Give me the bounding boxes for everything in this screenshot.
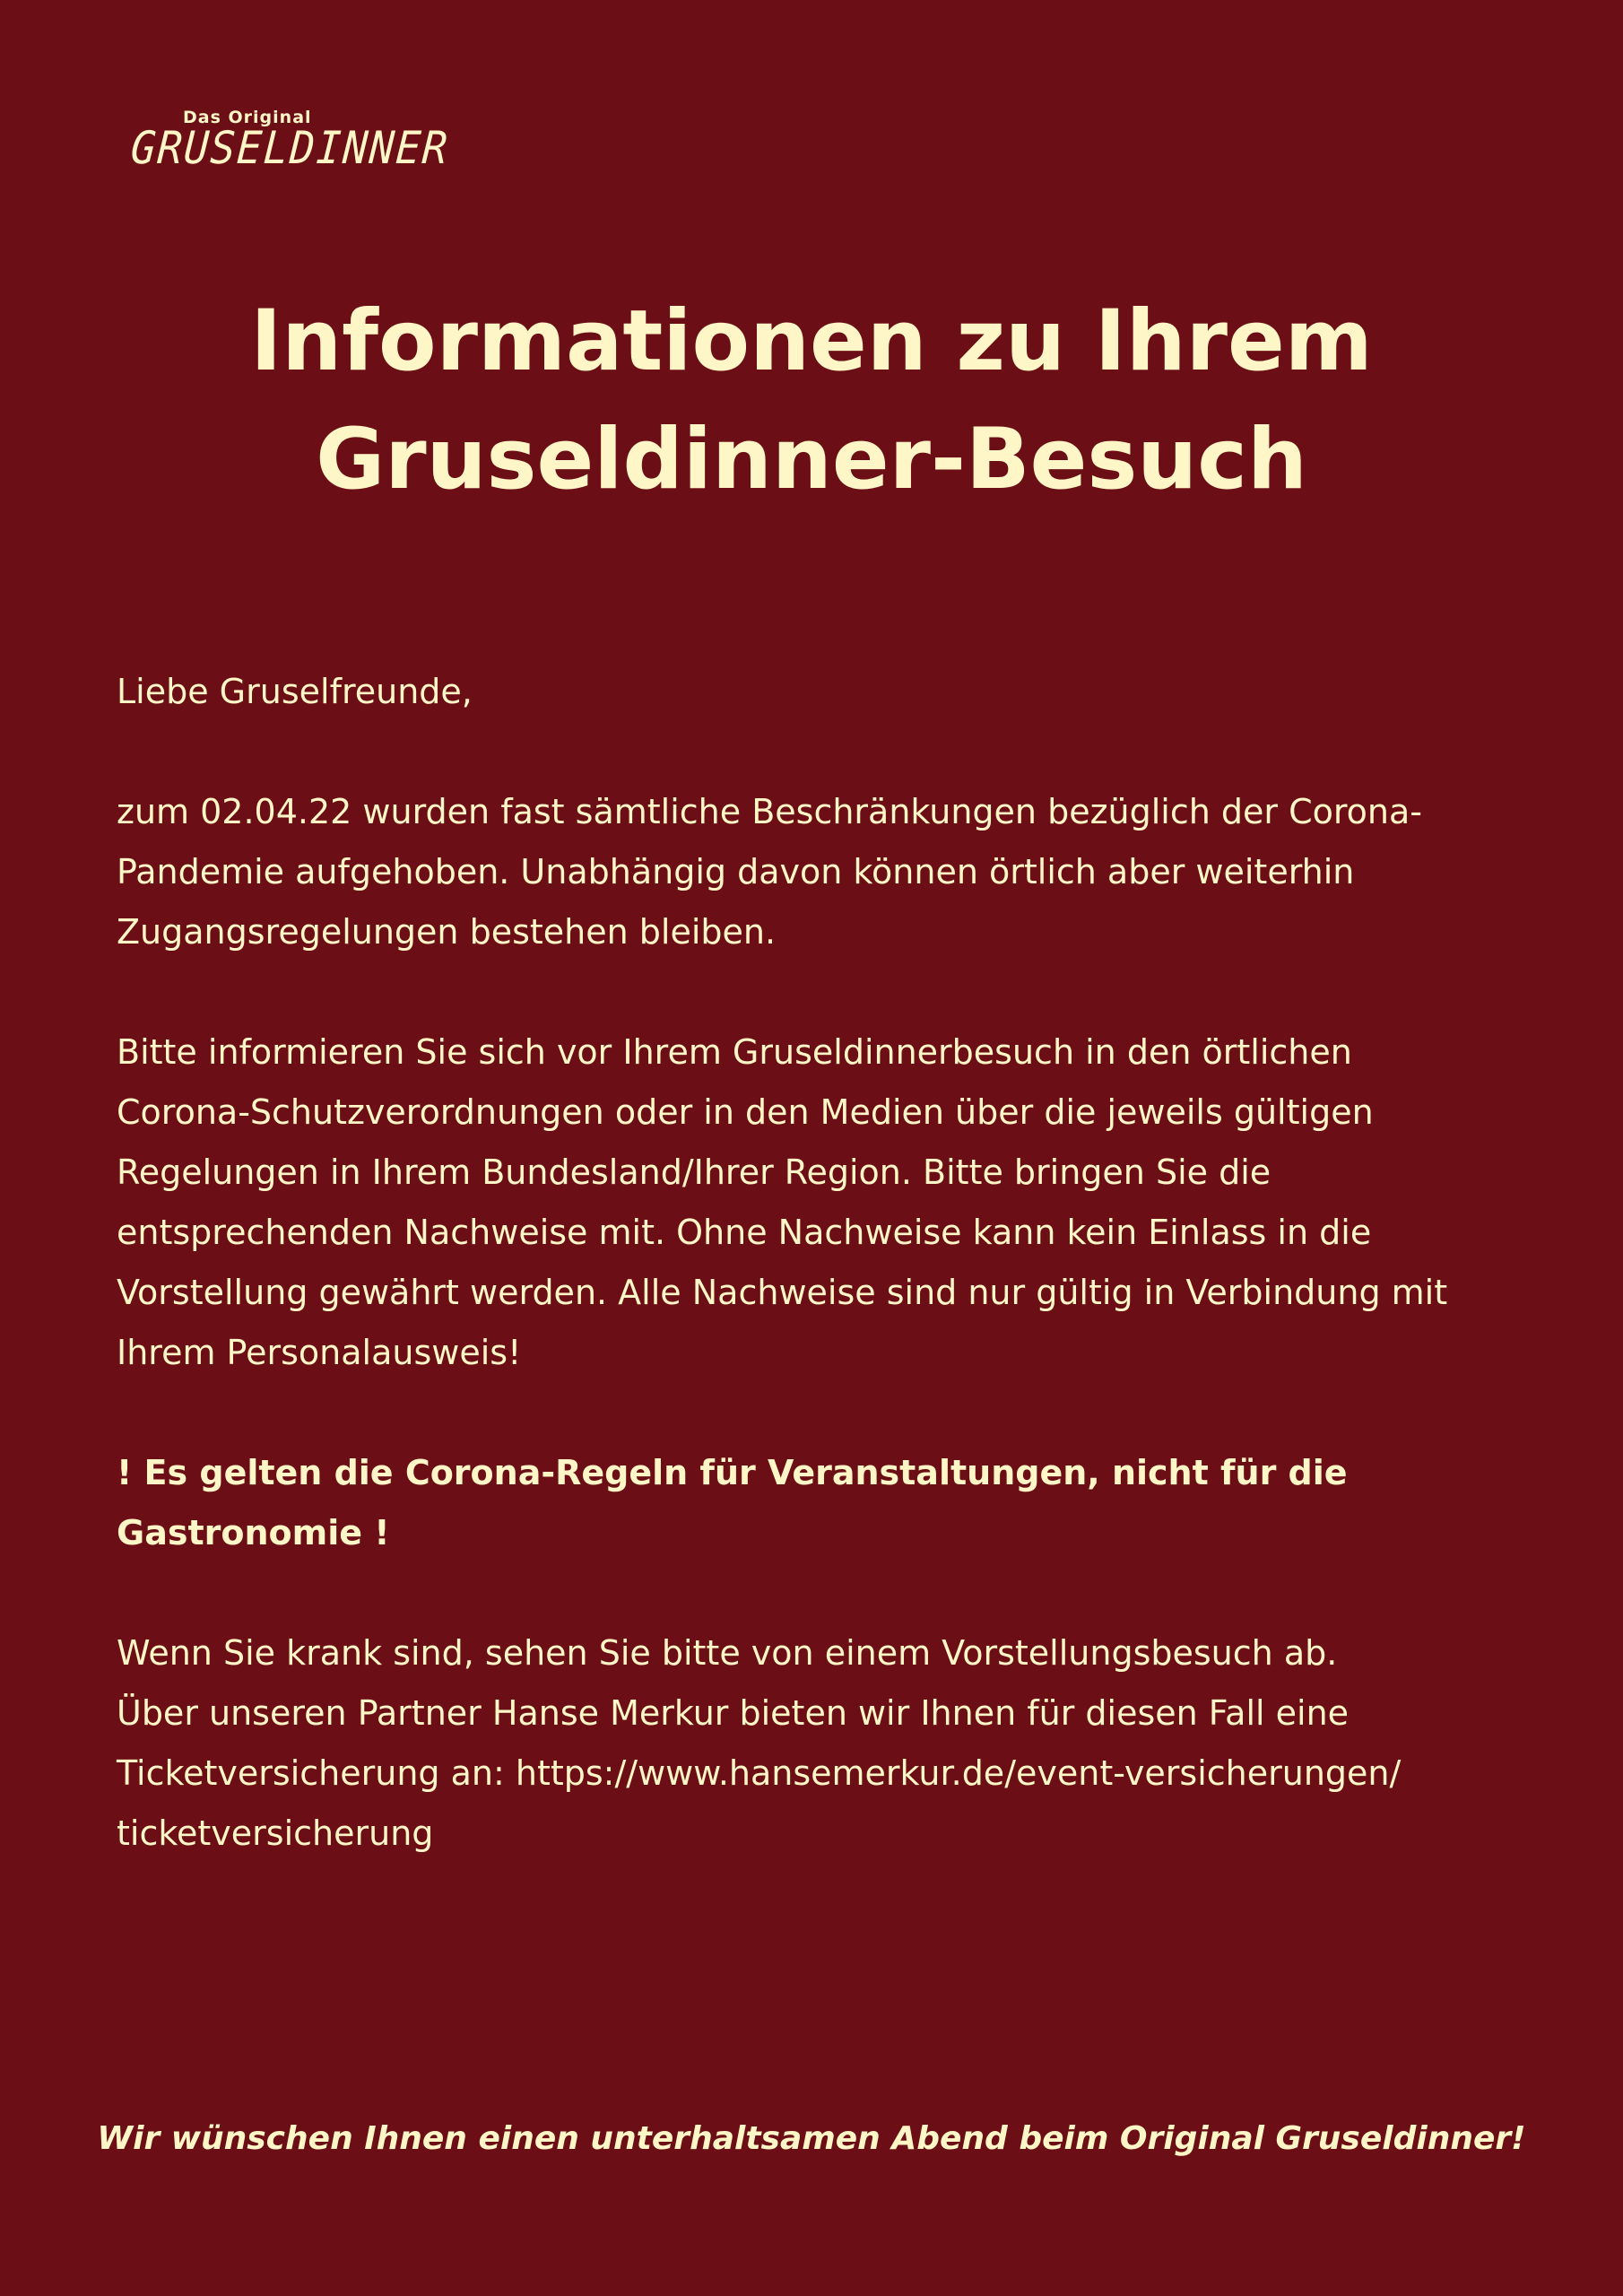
paragraph-restrictions bbox=[117, 782, 1515, 962]
paragraph-line: Ihrem Personalausweis! bbox=[117, 1333, 522, 1372]
title-line-2: Gruseldinner-Besuch bbox=[316, 411, 1307, 509]
notice-line: ! Es gelten die Corona-Regeln für Veranstaltungen, nicht für die bbox=[117, 1453, 1348, 1492]
paragraph-line: Pandemie aufgehoben. Unabhängig davon können örtlich aber weiterhin bbox=[117, 852, 1355, 891]
greeting-text: Liebe Gruselfreunde, bbox=[117, 672, 473, 711]
paragraph-line: Vorstellung gewährt werden. Alle Nachweise sind nur gültig in Verbindung mit bbox=[117, 1273, 1448, 1312]
brand-logo bbox=[129, 108, 527, 179]
paragraph-line: Bitte informieren Sie sich vor Ihrem Gruseldinnerbesuch in den örtlichen bbox=[117, 1032, 1352, 1072]
insurance-link-line[interactable]: Ticketversicherung an: https://www.hansemerkur.de/event-versicherungen/ bbox=[117, 1753, 1402, 1793]
paragraph-line: Zugangsregelungen bestehen bleiben. bbox=[117, 912, 777, 952]
paragraph-line: Wenn Sie krank sind, sehen Sie bitte von einem Vorstellungsbesuch ab. bbox=[117, 1633, 1338, 1673]
letter-body bbox=[117, 662, 1515, 1924]
paragraph-line: Corona-Schutzverordnungen oder in den Medien über die jeweils gültigen bbox=[117, 1092, 1374, 1132]
paragraph-line: entsprechenden Nachweise mit. Ohne Nachweise kann kein Einlass in die bbox=[117, 1213, 1372, 1252]
paragraph-insurance bbox=[117, 1623, 1515, 1864]
closing-message: Wir wünschen Ihnen einen unterhaltsamen Abend beim Original Gruseldinner! bbox=[97, 2120, 1526, 2157]
notice-line: Gastronomie ! bbox=[117, 1513, 390, 1552]
page-title bbox=[90, 283, 1533, 519]
paragraph-regulations bbox=[117, 1022, 1515, 1383]
paragraph-line: Über unseren Partner Hanse Merkur bieten wir Ihnen für diesen Fall eine bbox=[117, 1693, 1350, 1733]
title-line-1: Informationen zu Ihrem bbox=[250, 292, 1373, 390]
notice-event-rules bbox=[117, 1443, 1515, 1563]
logo-subtitle: Das Original bbox=[183, 108, 312, 127]
paragraph-line: Regelungen in Ihrem Bundesland/Ihrer Region. Bitte bringen Sie die bbox=[117, 1152, 1271, 1192]
greeting bbox=[117, 662, 1515, 722]
insurance-link-line[interactable]: ticketversicherung bbox=[117, 1813, 434, 1853]
paragraph-line: zum 02.04.22 wurden fast sämtliche Beschränkungen bezüglich der Corona- bbox=[117, 792, 1423, 831]
logo-wordmark: GRUSELDINNER bbox=[129, 122, 451, 174]
